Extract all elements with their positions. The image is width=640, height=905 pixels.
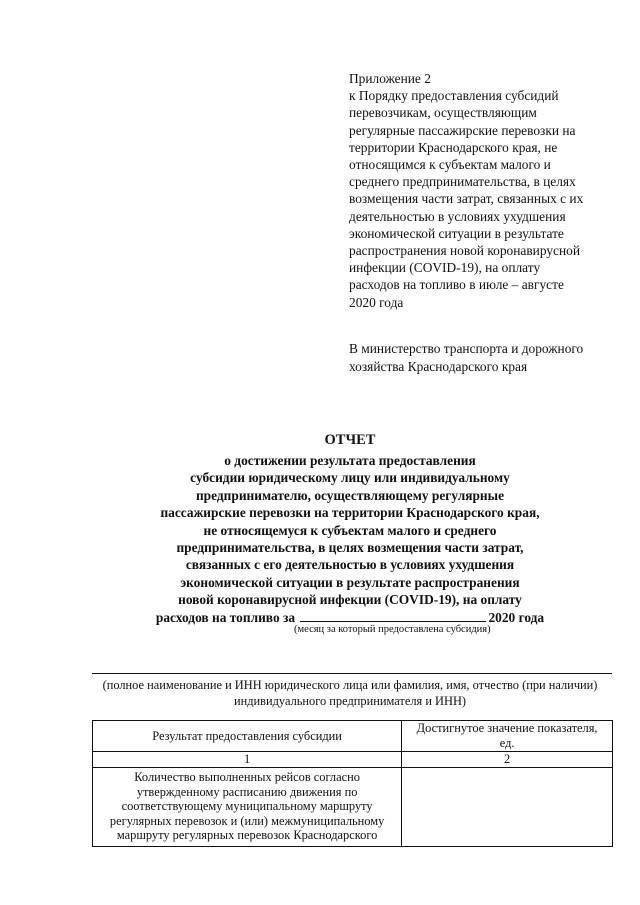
appendix-line: Приложение 2 — [349, 71, 431, 86]
report-heading-line: пассажирские перевозки на территории Краснодарского края, — [160, 505, 540, 521]
appendix-line: инфекции (COVID-19), на оплату — [349, 260, 541, 276]
report-heading — [0, 452, 640, 626]
report-heading-line: не относящемуся к субъектам малого и среднего — [203, 522, 497, 538]
recipient-name-blank[interactable] — [92, 673, 612, 674]
column-number-row — [93, 752, 613, 768]
header-value-line: ед. — [499, 736, 515, 750]
period-prefix: расходов на топливо за — [155, 609, 296, 625]
report-heading-line: связанных с его деятельностью в условиях ухудшения — [185, 557, 515, 573]
period-input-blank[interactable] — [300, 609, 486, 622]
result-line: утвержденному расписанию движения по — [136, 784, 358, 799]
table-row — [93, 767, 613, 846]
result-line: соответствующему муниципальному маршруту — [121, 799, 373, 814]
appendix-line: распространения новой коронавирусной — [349, 243, 581, 259]
table-header-row — [93, 721, 613, 752]
appendix-line: к Порядку предоставления субсидий — [349, 88, 559, 104]
appendix-line: расходов на топливо в июле – августе — [349, 277, 564, 293]
appendix-line: возмещения части затрат, связанных с их — [349, 191, 584, 207]
appendix-line: экономической ситуации в результате — [349, 225, 564, 241]
column-number: 1 — [93, 752, 402, 768]
appendix-line: территории Краснодарского края, не — [349, 139, 558, 155]
report-heading-line: предпринимательства, в целях возмещения части затрат, — [176, 540, 524, 556]
appendix-line: относящимся к субъектам малого и — [349, 157, 551, 173]
result-cell — [93, 767, 402, 846]
addressee — [349, 340, 629, 375]
report-title: ОТЧЕТ — [324, 432, 376, 448]
appendix-line: 2020 года — [349, 294, 404, 310]
appendix-note — [349, 70, 619, 311]
column-number: 2 — [402, 752, 613, 768]
appendix-line: перевозчикам, осуществляющим — [349, 105, 537, 121]
report-heading-line: субсидии юридическому лицу или индивидуальному — [190, 470, 510, 486]
appendix-line: деятельностью в условиях ухудшения — [349, 208, 566, 224]
addressee-line: хозяйства Краснодарского края — [349, 358, 528, 374]
report-heading-line: новой коронавирусной инфекции (COVID-19), на оплату — [178, 592, 522, 608]
result-line: маршруту регулярных перевозок Краснодарского — [116, 828, 378, 843]
result-line: регулярных перевозок и (или) межмуниципальному — [109, 813, 385, 828]
result-line: Количество выполненных рейсов согласно — [134, 770, 360, 785]
value-cell[interactable] — [402, 767, 613, 846]
header-value-line: Достигнутое значение показателя, — [416, 721, 598, 736]
report-heading-line: о достижении результата предоставления — [224, 453, 476, 468]
period-hint: (месяц за который предоставлена субсидия) — [294, 624, 491, 635]
recipient-hint-line: индивидуального предпринимателя и ИНН) — [233, 694, 467, 708]
results-table — [92, 720, 613, 847]
report-heading-line: экономической ситуации в результате распространения — [180, 574, 520, 590]
addressee-line: В министерство транспорта и дорожного — [349, 341, 584, 356]
appendix-line: регулярные пассажирские перевозки на — [349, 122, 576, 138]
header-value — [402, 721, 613, 752]
period-suffix: 2020 года — [488, 609, 545, 625]
recipient-hint — [80, 677, 620, 709]
recipient-hint-line: (полное наименование и ИНН юридического лица или фамилия, имя, отчество (при наличии) — [102, 678, 598, 692]
report-heading-line: предпринимателю, осуществляющему регулярные — [195, 487, 505, 503]
header-result: Результат предоставления субсидии — [93, 721, 402, 752]
appendix-line: среднего предпринимательства, в целях — [349, 174, 576, 190]
